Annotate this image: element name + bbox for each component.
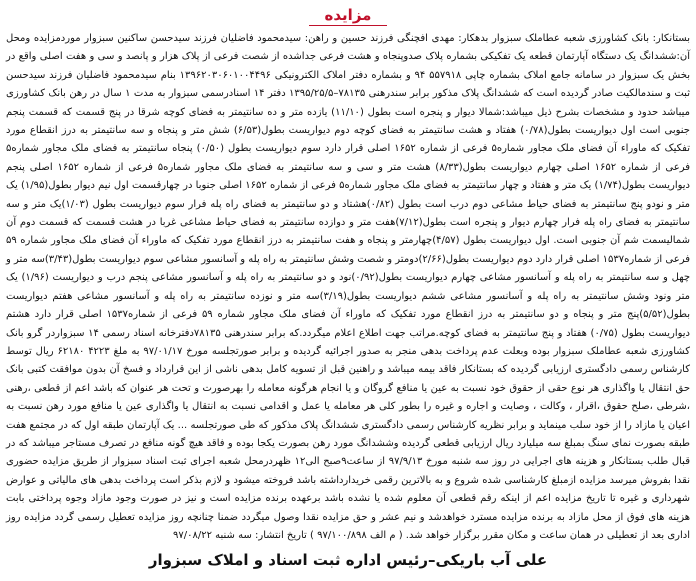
notice-title: مزایده <box>309 5 388 26</box>
signature-line: علی آب باریکی–رئیس اداره ثبت اسناد و املاک سبزوار <box>148 551 548 570</box>
notice-body: بستانکار: بانک کشاورزی شعبه عطاملک سبزوار بدهکار: مهدی افچنگی فرزند حسین و راهن: سیدمحمود فاضلیان فرزند سیدحسن ساکنین سبزوار موردمزایده ومحل آن:ششدانگ یک دستگاه آپارتمان قطعه یک تفکیکی بشماره پلاک صدوپنجاه و هشت فرعی جداشده از شصت فرعی از پلاک هزار و پانصد و سی و هفت اصلی واقع در بخش یک سبزوار در سامانه جامع املاک بشماره چاپی ۵۵۷۹۱۸ ۹۴ و بشماره دفتر املاک الکترونیکی ۱۳۹۶۲۰۳۰۶۰۱۰۰۴۴۹۶ بنام سیدمحمود فاضلیان فرزند سیدحسن ثبت و سندمالکیت صادر گردیده است که ششدانگ پلاک مذکور برابر سندرهنی ۷۸۱۳۵–۱۳۹۵/۲۵/۵ دفتر ۱۴ اسنادرسمی سبزوار به مدت ۱ سال در رهن بانک کشاورزی میباشد حدود و مشخصات بشرح ذیل میباشد:شمالا دیوار و پنجره است بطول (۱۱/۱۰) یازده متر و ده سانتیمتر به فضای کوچه شرقا در پنج قسمت که قسمت پنجم جنوبی است اول دیواریست بطول(۰/۷۸) هفتاد و هشت سانتیمتر به فضای کوچه دوم دیواریست بطول(۶/۵۳) شش متر و پنجاه و سه سانتیمتر به درز انقطاع مورد تفکیک که ماوراء آن فضای ملک مجاور شماره۵ فرعی از شماره ۱۶۵۲ اصلی قرار دارد سوم دیواریست بطول (۰/۵۰) پنجاه سانتیمتر به فضای ملک مجاور شماره۵ فرعی از شماره ۱۶۵۲ اصلی چهارم دیواریست بطول(۸/۳۳) هشت متر و سی و سه سانتیمتر به فضای ملک مجاور شماره۵ فرعی از شماره ۱۶۵۲ اصلی پنجم دیواریست بطول(۱/۷۴) یک متر و هفتاد و چهار سانتیمتر به فضای ملک مجاور شماره۵ فرعی از شماره ۱۶۵۲ اصلی جنوبا در چهارقسمت اول نیم دیوار بطول(۱/۹۵) یک متر و نودو پنج سانتیمتر به فضای حیاط مشاعی دوم درب است بطول (۰/۸۲)هشتاد و دو سانتیمتر به فضای راه پله فرار سوم دیواریست بطول (۱/۰۳)یک متر و سه سانتیمتر به فضای راه پله فرار چهارم دیوار و پنجره است بطول(۷/۱۲)هفت متر و دوازده سانتیمتر به فضای حیاط مشاعی غربا در هشت قسمت که قسمت دوم آن شمالیسمت شم آن جنوبی است. اول دیواریست بطول (۴/۵۷)چهارمتر و پنجاه و هفت سانتیمتر به درز انقطاع مورد تفکیک که ماوراء آن فضای ملک مجاور شماره ۵۹ فرعی از شماره۱۵۳۷ اصلی قرار دارد دوم دیواریست بطول(۲/۶۶)دومتر و شصت وشش سانتیمتر به راه پله و آسانسور مشاعی سوم دیواریست بطول(۳/۴۳)سه متر و چهل و سه سانتیمتر به راه پله و آسانسور مشاعی چهارم دیواریست بطول(۰/۹۲)نود و دو سانتیمتر به راه پله و آسانسور مشاعی پنجم درب و دیواریست (۱/۹۶) یک متر ونود وشش سانتیمتر به راه پله و آسانسور مشاعی ششم دیواریست بطول(۳/۱۹)سه متر و نوزده سانتیمتر به راه پله و آسانسور مشاعی هفتم دیواریست بطول(۵/۵۲)پنج متر و پنجاه و دو سانتیمتر به درز انقطاع مورد تفکیک که ماوراء آن فضای ملک مجاور شماره ۵۹ فرعی از شماره۱۵۳۷ اصلی قرار دارد هشتم دیواریست بطول (۰/۷۵) هفتاد و پنج سانتیمتر به فضای کوچه.مراتب جهت اطلاع اعلام میگردد.که برابر سندرهنی ۷۸۱۳۵دفترخانه اسناد رسمی ۱۴ سبزواردر گرو بانک کشاورزی شعبه عطاملک سبزوار بوده وبعلت عدم پرداخت بدهی منجر به صدور اجرائیه گردیده و برابر صورتجلسه مورخ ۹۷/۰۱/۱۷ به ملغ ۴۲۲۳ ۶۲۱۸۰ ریال توسط کارشناس رسمی دادگستری ارزیابی گردیده که بستانکار فاقد بیمه میباشد و راهنین قبل از تسویه کامل بدهی ناشی از این قرارداد و فسخ آن بدون موافقت کتبی بانک حق انتقال یا واگذاری هر نوع حقی از حقوق خود نسبت به عین یا منافع گروگان و یا انجام هرگونه معامله را بهرصورت و تحت هر عنوان که باشد اعم از قطعی ،رهنی ،شرطی ،صلح حقوق ،اقرار ، وکالت ، وصایت و اجاره و غیره را بطور کلی هر معامله یا عمل و اقدامی نسبت به انتقال یا واگذاری عین یا منافع مورد رهن نسبت به اعیان یا مازاد را از خود سلب مینماید و برابر نظریه کارشناس رسمی دادگستری ششدانگ پلاک مذکور که طی صورتجلسه ... یک آپارتمان طبقه اول که در مجتمع هفت طبقه بصورت نمای سنگ بمبلغ سه میلیارد ریال ارزیابی قطعی گردیده وششدانگ مورد رهن بصورت یکجا بوده و فاقد هیچ گونه منافع در تصرف مستاجر میباشد که در قبال طلب بستانکار و هزینه های اجرایی در روز سه شنبه مورخ ۹۷/۹/۱۳ از ساعت۹صبح الی۱۲ ظهردرمحل شعبه اجرای ثبت اسناد سبزوار از طریق مزایده حضوری نقدا بفروش میرسد مزایده ازمبلغ کارشناسی شده شروع و به بالاترین رقمی خریدارداشته باشد فروخته میشود و لازم بذکر است پرداخت بدهی های مالیاتی و عوارض شهرداری و غیره تا تاریخ مزایده اعم از اینکه رقم قطعی آن معلوم شده یا نشده باشد برعهده برنده مزایده است و نیز در صورت وجود مازاد وجوه پرداختی بابت هزینه های فوق از محل مازاد به برنده مزایده مسترد خواهدشد و نیم عشر و حق مزایده نقدا وصول میگردد ضمنا چنانچه روز مزایده تعطیل رسمی گردد مزایده روز اداری بعد از تعطیلی در همان ساعت و مکان مقرر برگزار خواهد شد. ( م الف ۹۷/۱۰۰/۸۹۸ ) تاریخ انتشار: سه شنبه ۹۷/۰۸/۲۲ <box>6 33 691 541</box>
title-bar <box>6 0 690 30</box>
